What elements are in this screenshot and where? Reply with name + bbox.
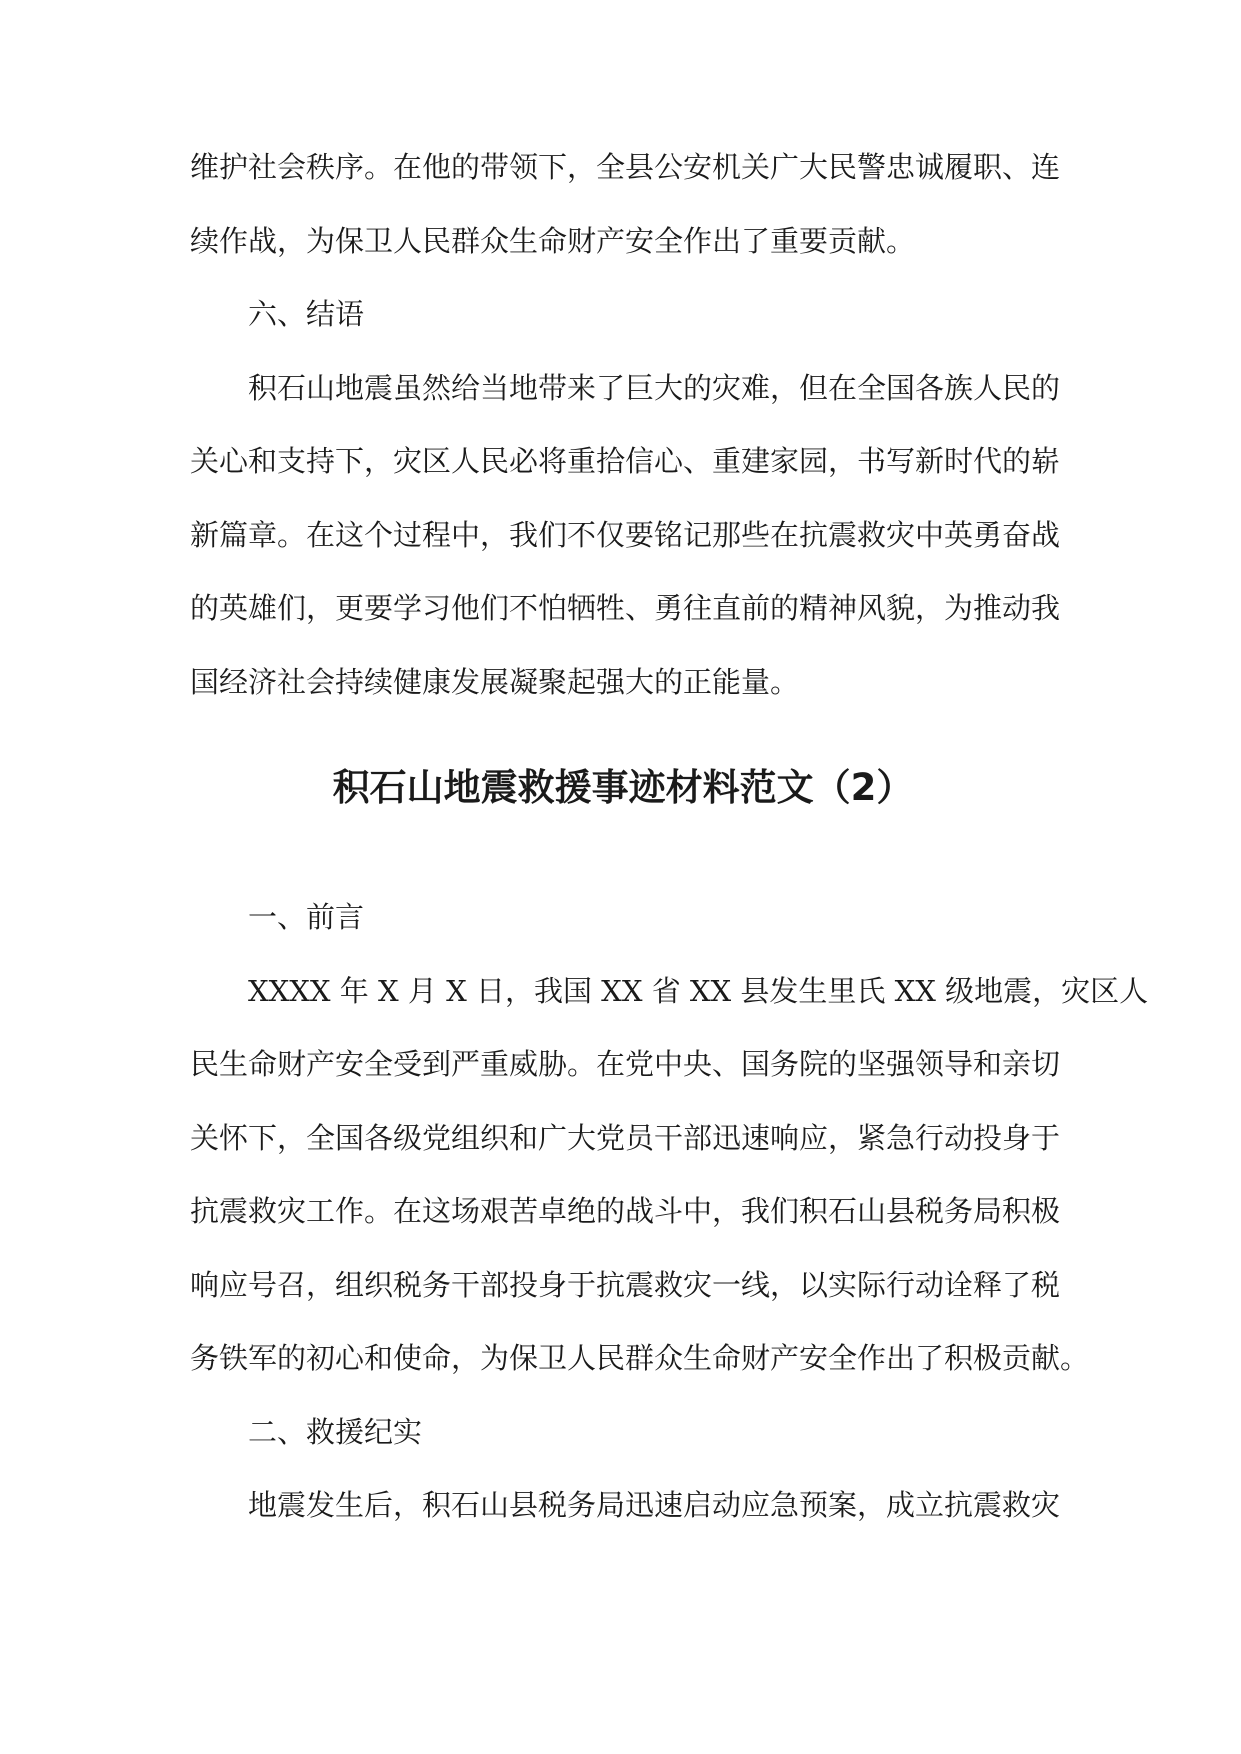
text-line: 续作战，为保卫人民群众生命财产安全作出了重要贡献。	[190, 223, 916, 258]
text-line: 国经济社会持续健康发展凝聚起强大的正能量。	[190, 664, 800, 699]
document-heading: 积石山地震救援事迹材料范文（2）	[332, 766, 914, 809]
text-line: 抗震救灾工作。在这场艰苦卓绝的战斗中，我们积石山县税务局积极	[190, 1194, 1061, 1228]
text-line: 积石山地震虽然给当地带来了巨大的灾难，但在全国各族人民的	[248, 370, 1061, 405]
text-line: 维护社会秩序。在他的带领下，全县公安机关广大民警忠诚履职、连	[190, 150, 1061, 184]
document-body	[190, 142, 1149, 1554]
text-line: 务铁军的初心和使命，为保卫人民群众生命财产安全作出了积极贡献。	[190, 1341, 1090, 1375]
section-previous-ending	[190, 142, 1061, 730]
text-line: 的英雄们，更要学习他们不怕牺牲、勇往直前的精神风貌，为推动我	[190, 591, 1061, 625]
text-line: 新篇章。在这个过程中，我们不仅要铭记那些在抗震救灾中英勇奋战	[190, 517, 1061, 552]
text-line: 民生命财产安全受到严重威胁。在党中央、国务院的坚强领导和亲切	[190, 1047, 1061, 1081]
text-line: XXXX 年 X 月 X 日，我国 XX 省 XX 县发生里氏 XX 级地震，灾区人	[248, 973, 1149, 1008]
text-line: 关怀下，全国各级党组织和广大党员干部迅速响应，紧急行动投身于	[190, 1120, 1061, 1155]
text-line: 关心和支持下，灾区人民必将重拾信心、重建家园，书写新时代的崭	[190, 444, 1061, 478]
text-line: 六、结语	[248, 297, 365, 331]
text-line: 地震发生后，积石山县税务局迅速启动应急预案，成立抗震救灾	[248, 1488, 1061, 1522]
section-article-2	[190, 892, 1149, 1554]
text-line: 响应号召，组织税务干部投身于抗震救灾一线，以实际行动诠释了税	[190, 1267, 1061, 1302]
text-line: 一、前言	[248, 900, 365, 934]
text-line: 二、救援纪实	[248, 1414, 423, 1449]
